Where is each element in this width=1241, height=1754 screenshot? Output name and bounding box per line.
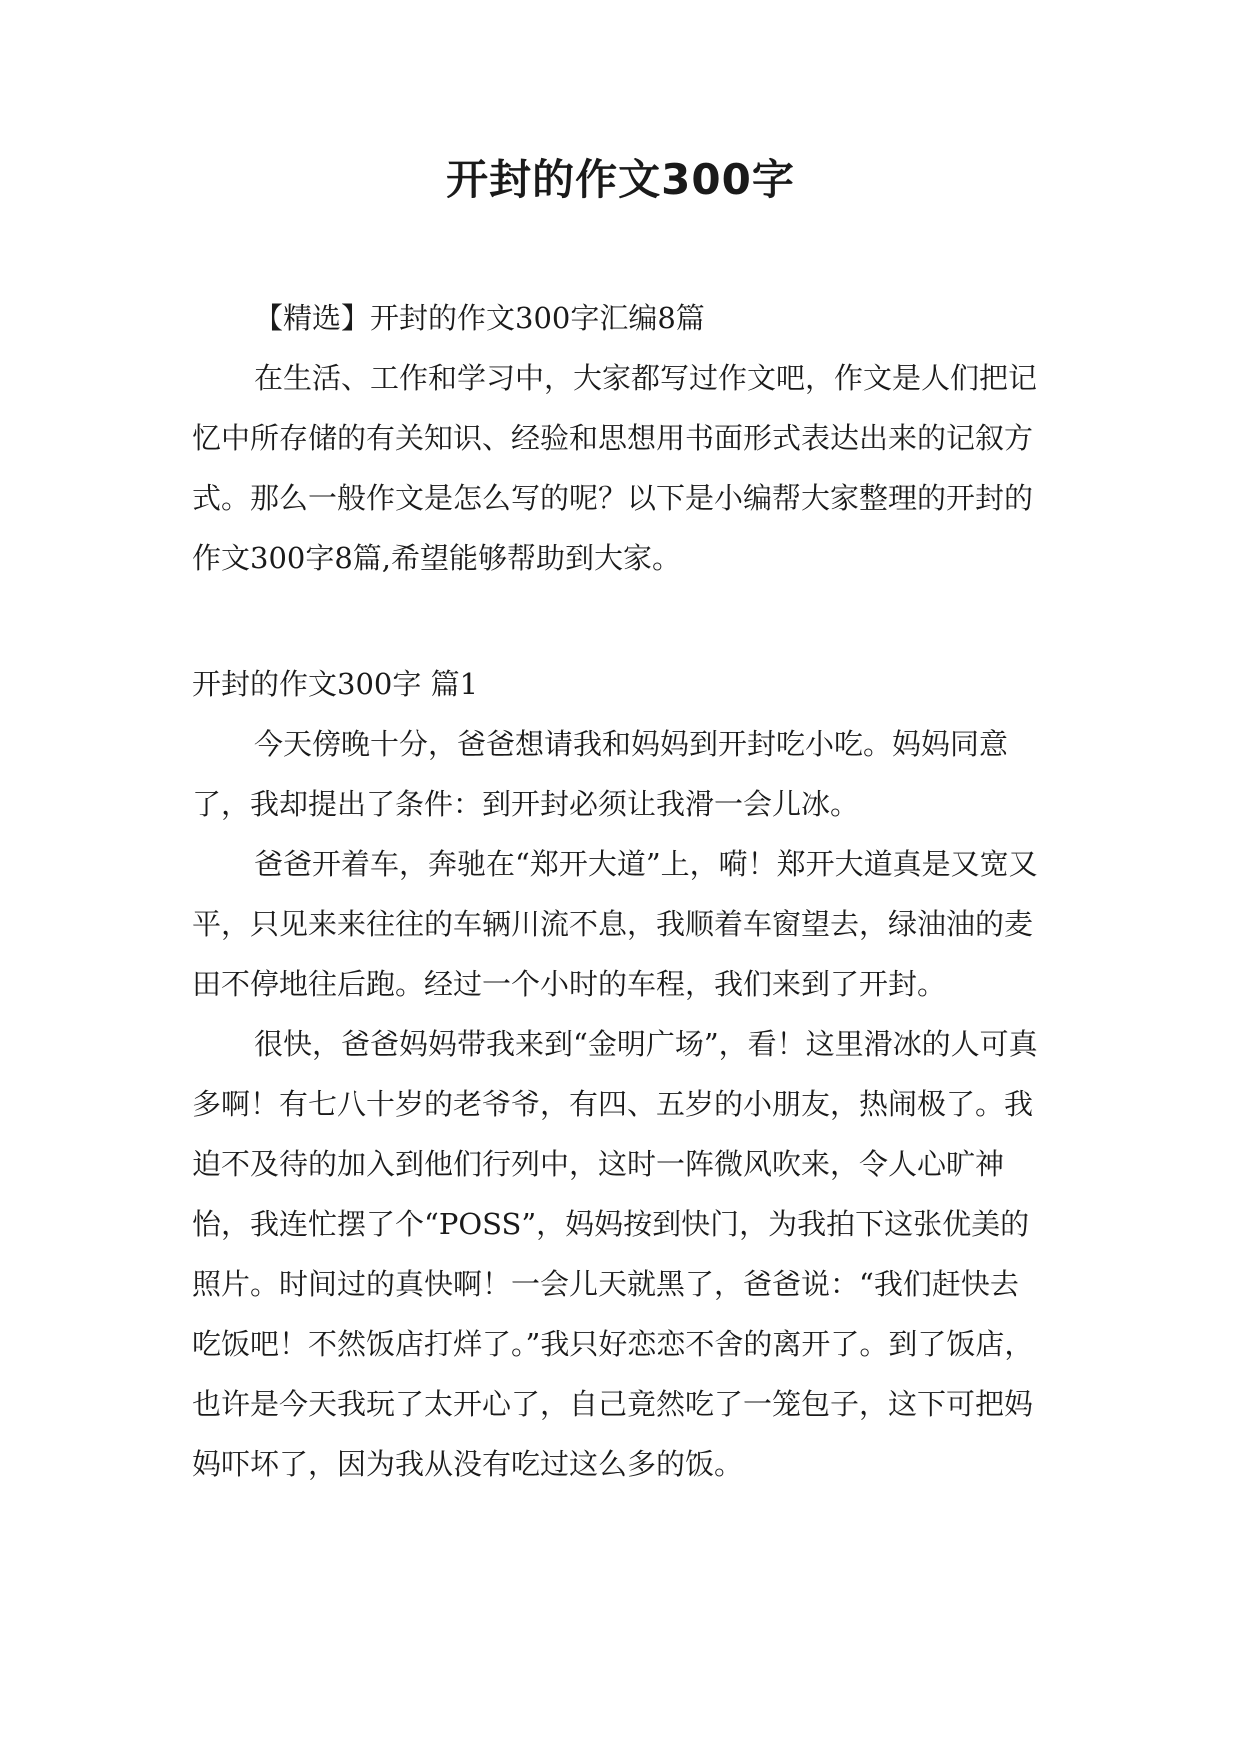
- body-paragraph: 很快，爸爸妈妈带我来到“金明广场”，看！这里滑冰的人可真多啊！有七八十岁的老爷爷，有四、五岁的小朋友，热闹极了。我迫不及待的加入到他们行列中，这时一阵微风吹来，令人心旷神怡，我连忙摆了个“POSS”，妈妈按到快门，为我拍下这张优美的照片。时间过的真快啊！一会儿天就黑了，爸爸说：“我们赶快去吃饭吧！不然饭店打烊了。”我只好恋恋不舍的离开了。到了饭店，也许是今天我玩了太开心了，自己竟然吃了一笼包子，这下可把妈妈吓坏了，因为我从没有吃过这么多的饭。: [192, 1027, 1038, 1481]
- section-heading: 开封的作文300字 篇1: [192, 667, 479, 701]
- intro-paragraph: 在生活、工作和学习中，大家都写过作文吧，作文是人们把记忆中所存储的有关知识、经验和思想用书面形式表达出来的记叙方式。那么一般作文是怎么写的呢？以下是小编帮大家整理的开封的作文300字8篇,希望能够帮助到大家。: [192, 361, 1038, 575]
- document-body: [192, 288, 1042, 1494]
- body-paragraph: 爸爸开着车，奔驰在“郑开大道”上，嗬！郑开大道真是又宽又平，只见来来往往的车辆川流不息，我顺着车窗望去，绿油油的麦田不停地往后跑。经过一个小时的车程，我们来到了开封。: [192, 847, 1038, 1001]
- document-subtitle: 【精选】开封的作文300字汇编8篇: [254, 301, 705, 335]
- body-paragraph: 今天傍晚十分，爸爸想请我和妈妈到开封吃小吃。妈妈同意了，我却提出了条件：到开封必须让我滑一会儿冰。: [192, 727, 1009, 821]
- document-title: 开封的作文300字: [446, 155, 795, 204]
